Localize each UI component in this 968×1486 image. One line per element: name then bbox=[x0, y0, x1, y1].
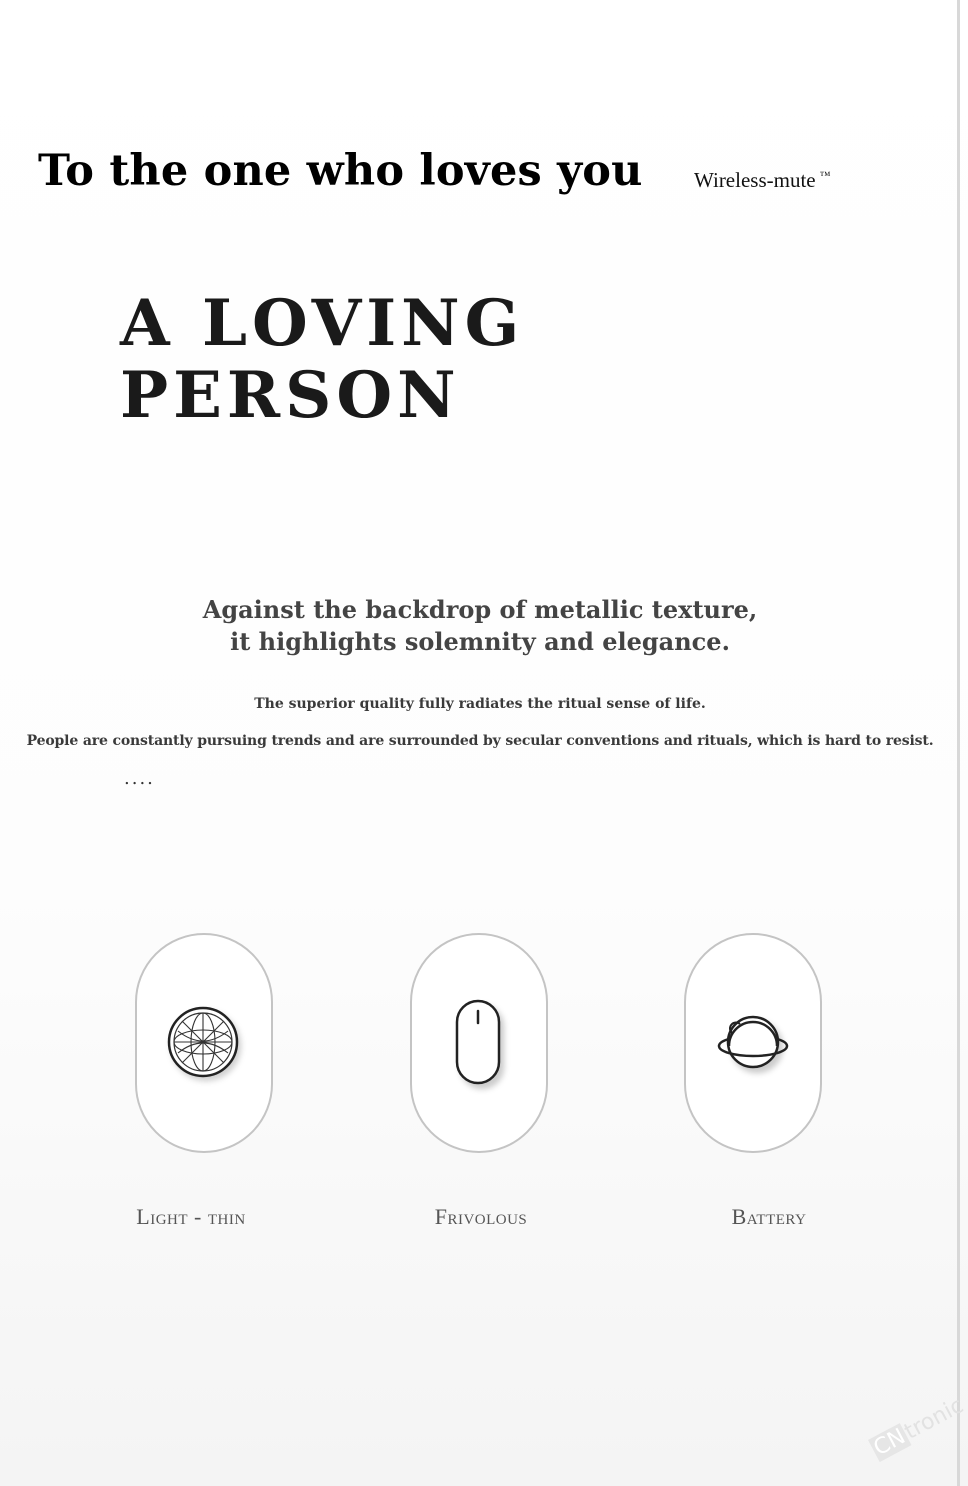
planet-icon bbox=[708, 1005, 798, 1081]
brand-mark bbox=[694, 168, 830, 193]
trademark-symbol: ™ bbox=[819, 170, 831, 182]
watermark-logo bbox=[868, 1393, 968, 1462]
feature-label-frivolous: Frivolous bbox=[434, 1204, 528, 1229]
feature-card-light-thin bbox=[135, 933, 273, 1153]
hero-title-line-2: PERSON bbox=[120, 358, 461, 433]
tagline bbox=[0, 594, 960, 658]
tagline-line-1: Against the backdrop of metallic texture, bbox=[202, 595, 758, 624]
headline: To the one who loves you bbox=[38, 146, 643, 196]
globe-icon bbox=[166, 1005, 242, 1081]
ellipsis: .... bbox=[124, 768, 155, 789]
watermark-suffix: tronic bbox=[900, 1393, 968, 1445]
feature-card-battery bbox=[684, 933, 822, 1153]
subtitle: The superior quality fully radiates the ritual sense of life. bbox=[254, 696, 706, 712]
description: People are constantly pursuing trends and are surrounded by secular conventions and rituals, which is hard to resist. bbox=[26, 733, 934, 749]
feature-label-light-thin: Light - thin bbox=[136, 1204, 246, 1229]
tagline-line-2: it highlights solemnity and elegance. bbox=[230, 627, 730, 656]
mouse-icon bbox=[444, 993, 514, 1093]
watermark-prefix: CN bbox=[869, 1424, 910, 1462]
hero-title bbox=[120, 288, 524, 432]
feature-label-battery: Battery bbox=[731, 1204, 807, 1229]
brand-name: Wireless-mute bbox=[694, 168, 816, 192]
hero-title-line-1: A LOVING bbox=[120, 286, 525, 361]
feature-card-frivolous bbox=[410, 933, 548, 1153]
